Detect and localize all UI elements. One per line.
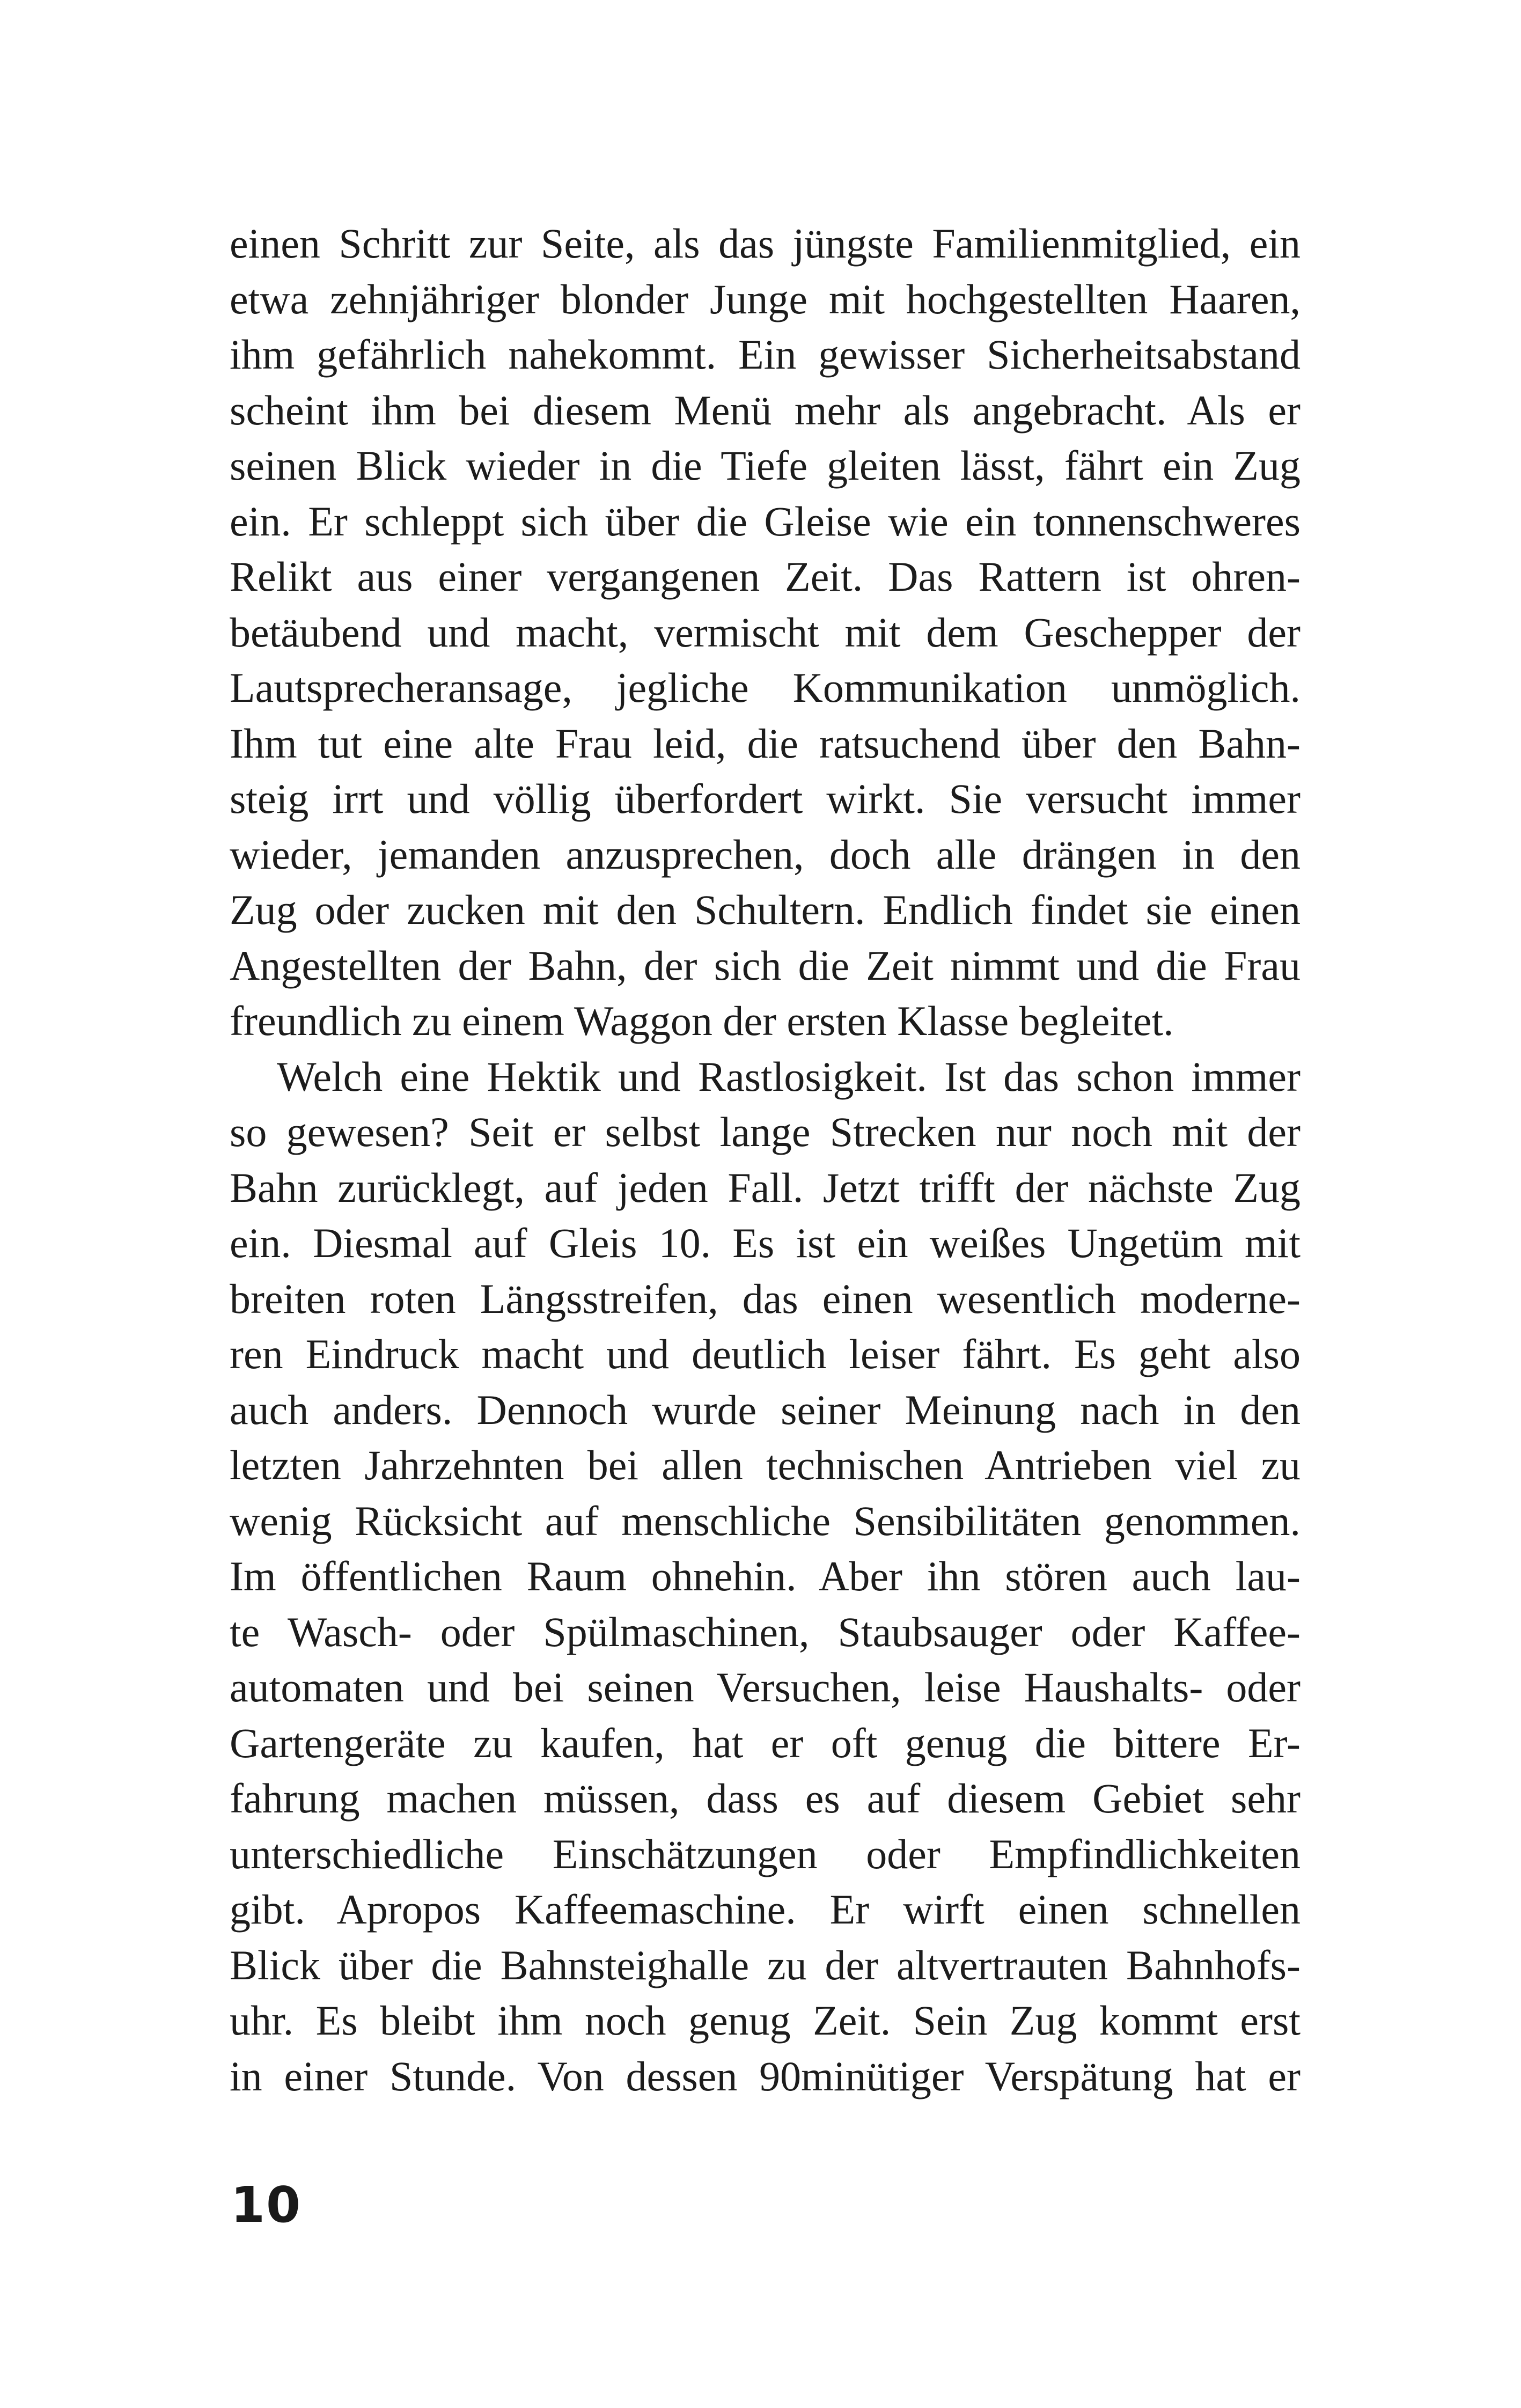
text-line: ein. Diesmal auf Gleis 10. Es ist ein weißes Ungetüm mit [230,1220,1300,1266]
text-line: automaten und bei seinen Versuchen, leise Haushalts- oder [230,1664,1300,1710]
text-line: scheint ihm bei diesem Menü mehr als angebracht. Als er [230,386,1300,434]
text-line: in einer Stunde. Von dessen 90minütiger Verspätung hat er [230,2052,1300,2099]
text-line: Zug oder zucken mit den Schultern. Endlich findet sie einen [230,886,1300,933]
text-line: einen Schritt zur Seite, als das jüngste Familienmitglied, ein [230,220,1300,267]
text-line: etwa zehnjähriger blonder Junge mit hochgestellten Haaren, [230,275,1300,322]
text-line: Angestellten der Bahn, der sich die Zeit nimmt und die Frau [230,942,1300,989]
text-line: betäubend und macht, vermischt mit dem Geschepper der [230,608,1300,656]
text-line: freundlich zu einem Waggon der ersten Klasse begleitet. [230,997,1174,1044]
body-text [230,216,1300,2104]
text-line: ihm gefährlich nahekommt. Ein gewisser Sicherheitsabstand [230,331,1300,378]
text-line: steig irrt und völlig überfordert wirkt. Sie versucht immer [230,775,1300,822]
text-line: wenig Rücksicht auf menschliche Sensibilitäten genommen. [230,1497,1300,1544]
text-line: breiten roten Längsstreifen, das einen wesentlich moderne- [230,1275,1300,1322]
text-line: unterschiedliche Einschätzungen oder Empfindlichkeiten [230,1830,1300,1877]
text-line: ren Eindruck macht und deutlich leiser fährt. Es geht also [230,1331,1300,1377]
text-line: Lautsprecheransage, jegliche Kommunikation unmöglich. [230,664,1300,711]
text-line: so gewesen? Seit er selbst lange Strecken nur noch mit der [230,1108,1300,1155]
text-line: uhr. Es bleibt ihm noch genug Zeit. Sein Zug kommt erst [230,1997,1300,2044]
text-line: Blick über die Bahnsteighalle zu der altvertrauten Bahnhofs- [230,1941,1300,1988]
paragraph-1 [230,216,1300,1049]
text-line: Gartengeräte zu kaufen, hat er oft genug die bittere Er- [230,1719,1300,1766]
text-line: wieder, jemanden anzusprechen, doch alle drängen in den [230,831,1300,878]
text-line: letzten Jahrzehnten bei allen technischen Antrieben viel zu [230,1442,1300,1488]
text-line: ein. Er schleppt sich über die Gleise wie ein tonnenschweres [230,497,1300,545]
text-line: seinen Blick wieder in die Tiefe gleiten lässt, fährt ein Zug [230,442,1300,489]
text-line: Im öffentlichen Raum ohnehin. Aber ihn stören auch lau- [230,1553,1300,1599]
text-line: Bahn zurücklegt, auf jeden Fall. Jetzt trifft der nächste Zug [230,1164,1300,1211]
text-line: gibt. Apropos Kaffeemaschine. Er wirft einen schnellen [230,1886,1300,1933]
text-line: auch anders. Dennoch wurde seiner Meinung nach in den [230,1386,1300,1433]
text-line: fahrung machen müssen, dass es auf diesem Gebiet sehr [230,1775,1300,1822]
page-number: 10 [231,2176,302,2234]
text-line: te Wasch- oder Spülmaschinen, Staubsauger oder Kaffee- [230,1608,1300,1655]
text-line: Ihm tut eine alte Frau leid, die ratsuchend über den Bahn- [230,720,1300,767]
text-line: Relikt aus einer vergangenen Zeit. Das Rattern ist ohren- [230,553,1300,600]
paragraph-2 [230,1049,1300,2104]
text-line: Welch eine Hektik und Rastlosigkeit. Ist das schon immer [277,1053,1300,1100]
